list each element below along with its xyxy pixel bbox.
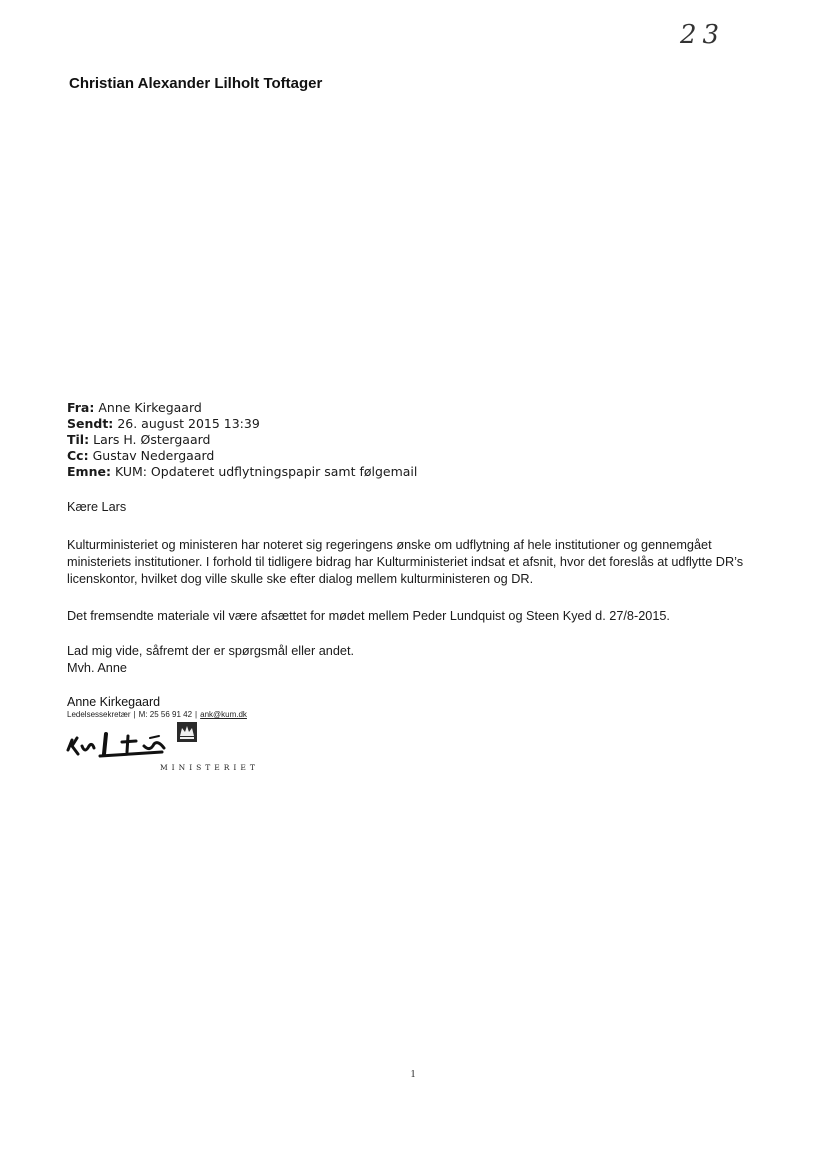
cc-label: Cc: <box>67 448 89 463</box>
signature-name: Anne Kirkegaard <box>67 695 161 709</box>
to-value: Lars H. Østergaard <box>93 432 211 447</box>
signature-phone: M: 25 56 91 42 <box>138 710 193 719</box>
subject-value: KUM: Opdateret udflytningspapir samt følgemail <box>114 464 418 479</box>
to-line <box>67 432 417 448</box>
subject-label: Emne: <box>67 464 111 479</box>
body-paragraph-2: Det fremsendte materiale vil være afsættet for mødet mellem Peder Lundquist og Steen Kyed d. 27/8-2015. <box>67 609 670 623</box>
signature-details: Ledelsessekretær | M: 25 56 91 42 | ank@kum.dk <box>67 710 247 719</box>
closing-block <box>67 643 777 677</box>
to-label: Til: <box>67 432 90 447</box>
email-header <box>67 400 417 480</box>
cc-line <box>67 448 417 464</box>
sent-line <box>67 416 417 432</box>
from-value: Anne Kirkegaard <box>98 400 202 415</box>
closing-line-2: Mvh. Anne <box>67 661 127 675</box>
sent-value: 26. august 2015 13:39 <box>117 416 260 431</box>
handwritten-page-number: 23 <box>680 20 726 50</box>
signature-title: Ledelsessekretær <box>67 710 131 719</box>
from-label: Fra: <box>67 400 95 415</box>
cc-value: Gustav Nedergaard <box>92 448 215 463</box>
document-owner-heading: Christian Alexander Lilholt Toftager <box>69 75 323 92</box>
from-line <box>67 400 417 416</box>
sent-label: Sendt: <box>67 416 114 431</box>
signature-email-link[interactable]: ank@kum.dk <box>200 710 247 719</box>
closing-line-1: Lad mig vide, såfremt der er spørgsmål eller andet. <box>67 644 354 658</box>
subject-line <box>67 464 417 480</box>
logo-subtitle: MINISTERIET <box>160 763 259 772</box>
body-paragraph-1: Kulturministeriet og ministeren har noteret sig regeringens ønske om udflytning af hele institutioner og gennemgået ministeriets institutioner. I forhold til tidligere bidrag har Kulturministeriet indsat et afsnit, hvor det foreslås at udflytte DR’s licenskontor, hvilket dog ville skulle ske efter dialog mellem kulturministeren og DR. <box>67 538 744 586</box>
page-number: 1 <box>410 1069 416 1080</box>
greeting: Kære Lars <box>67 500 127 514</box>
